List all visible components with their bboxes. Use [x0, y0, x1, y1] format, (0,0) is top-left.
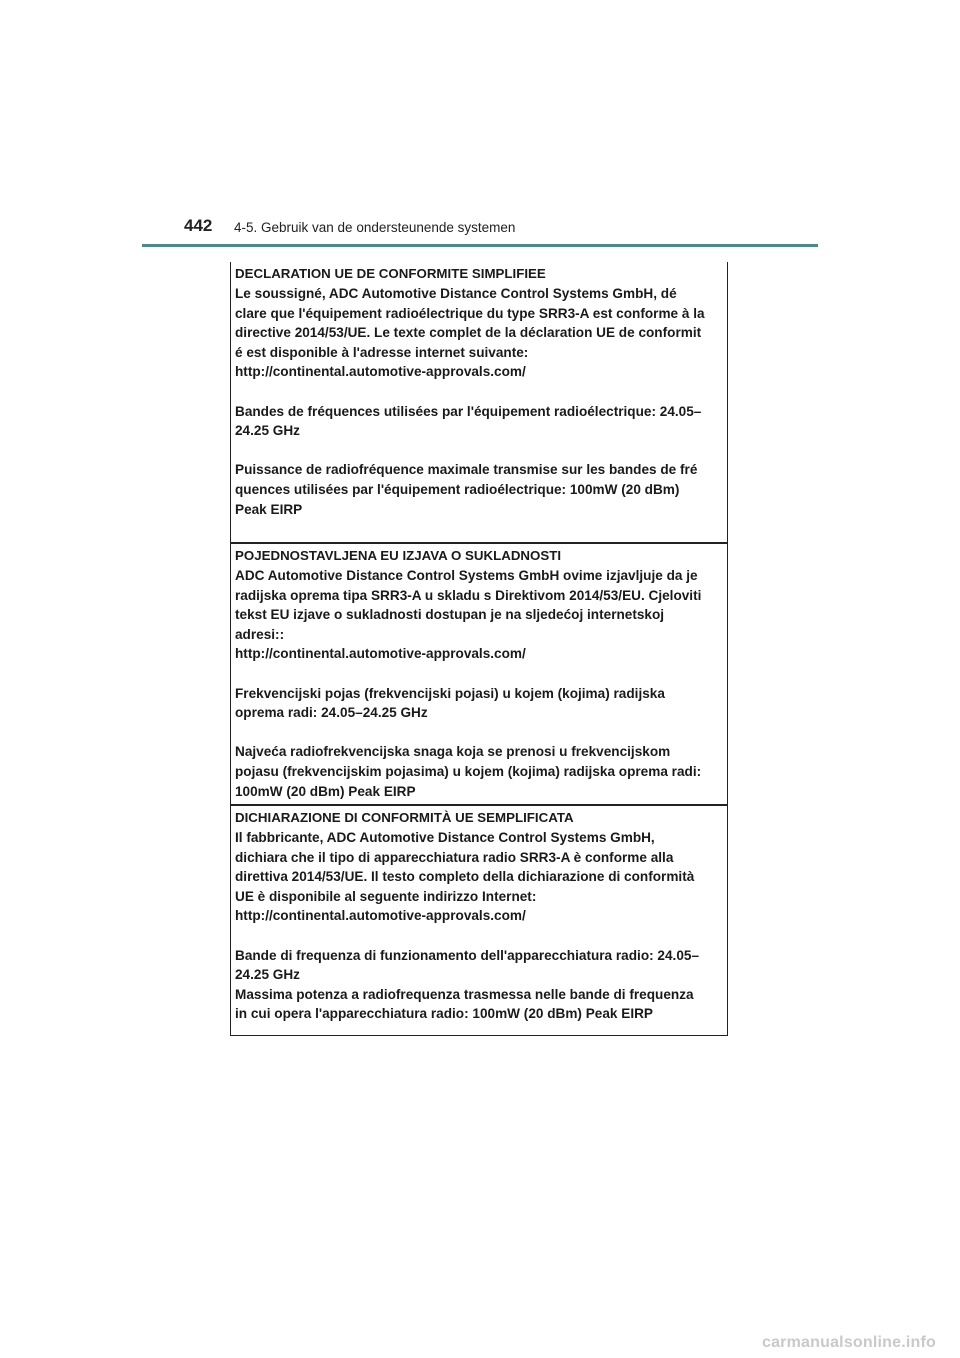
declaration-line: ADC Automotive Distance Control Systems GmbH ovime izjavljuje da je	[235, 568, 698, 583]
declaration-line: Bandes de fréquences utilisées par l'équipement radioélectrique: 24.05–	[235, 403, 702, 419]
declarations-box	[230, 262, 728, 1036]
declaration-body	[235, 284, 725, 519]
declaration-line: dichiara che il tipo di apparecchiatura radio SRR3-A è conforme alla	[235, 849, 674, 865]
declaration-line: http://continental.automotive-approvals.com/	[235, 646, 526, 662]
declaration-line: Massima potenza a radiofrequenza trasmessa nelle bande di frequenza	[235, 986, 694, 1002]
declaration-line: Bande di frequenza di funzionamento dell'apparecchiatura radio: 24.05–	[235, 947, 700, 963]
declaration-line: 24.25 GHz	[235, 423, 300, 439]
paragraph-gap	[235, 382, 725, 402]
declaration-line: UE è disponibile al seguente indirizzo Internet:	[235, 888, 537, 904]
declaration-line: Le soussigné, ADC Automotive Distance Control Systems GmbH, dé	[235, 286, 677, 301]
declaration-line: Il fabbricante, ADC Automotive Distance Control Systems GmbH,	[235, 830, 655, 845]
declaration-line: oprema radi: 24.05–24.25 GHz	[235, 705, 428, 721]
declaration-line: directive 2014/53/UE. Le texte complet de la déclaration UE de conformit	[235, 325, 702, 341]
declaration-line: radijska oprema tipa SRR3-A u skladu s Direktivom 2014/53/EU. Cjeloviti	[235, 587, 702, 603]
declaration-line: pojasu (frekvencijskim pojasima) u kojem (kojima) radijska oprema radi:	[235, 763, 702, 779]
declaration-line: 100mW (20 dBm) Peak EIRP	[235, 783, 416, 799]
declaration-line: Puissance de radiofréquence maximale transmise sur les bandes de fré	[235, 462, 698, 478]
declaration-italian	[231, 804, 727, 1036]
page-number: 442	[184, 216, 213, 235]
paragraph-gap	[235, 723, 725, 743]
declaration-line: clare que l'équipement radioélectrique du type SRR3-A est conforme à la	[235, 305, 705, 321]
declaration-line: http://continental.automotive-approvals.com/	[235, 364, 526, 380]
declaration-title: DECLARATION UE DE CONFORMITE SIMPLIFIEE	[235, 266, 546, 281]
declaration-title: DICHIARAZIONE DI CONFORMITÀ UE SEMPLIFICATA	[235, 810, 574, 825]
declaration-line: 24.25 GHz	[235, 967, 300, 983]
declaration-line: tekst EU izjave o sukladnosti dostupan je na sljedećoj internetskoj	[235, 607, 665, 623]
declaration-line: Peak EIRP	[235, 501, 303, 517]
declaration-body	[235, 566, 725, 801]
declaration-line: adresi::	[235, 626, 285, 642]
declaration-title: POJEDNOSTAVLJENA EU IZJAVA O SUKLADNOSTI	[235, 548, 562, 563]
section-title: 4-5. Gebruik van de ondersteunende systemen	[234, 220, 516, 235]
declaration-french	[231, 262, 727, 542]
declaration-line: Frekvencijski pojas (frekvencijski pojasi) u kojem (kojima) radijska	[235, 685, 665, 701]
declaration-line: Najveća radiofrekvencijska snaga koja se prenosi u frekvencijskom	[235, 744, 671, 760]
declaration-body	[235, 828, 725, 1024]
declaration-line: direttiva 2014/53/UE. Il testo completo della dichiarazione di conformità	[235, 869, 695, 885]
declaration-line: http://continental.automotive-approvals.com/	[235, 908, 526, 924]
paragraph-gap	[235, 441, 725, 461]
declaration-line: é est disponible à l'adresse internet suivante:	[235, 344, 529, 360]
header-divider	[142, 244, 818, 247]
paragraph-gap	[235, 926, 725, 946]
site-watermark: carmanualsonline.info	[761, 1334, 936, 1351]
paragraph-gap	[235, 664, 725, 684]
declaration-croatian	[231, 542, 727, 804]
declaration-line: quences utilisées par l'équipement radioélectrique: 100mW (20 dBm)	[235, 481, 680, 497]
declaration-line: in cui opera l'apparecchiatura radio: 100mW (20 dBm) Peak EIRP	[235, 1006, 653, 1022]
